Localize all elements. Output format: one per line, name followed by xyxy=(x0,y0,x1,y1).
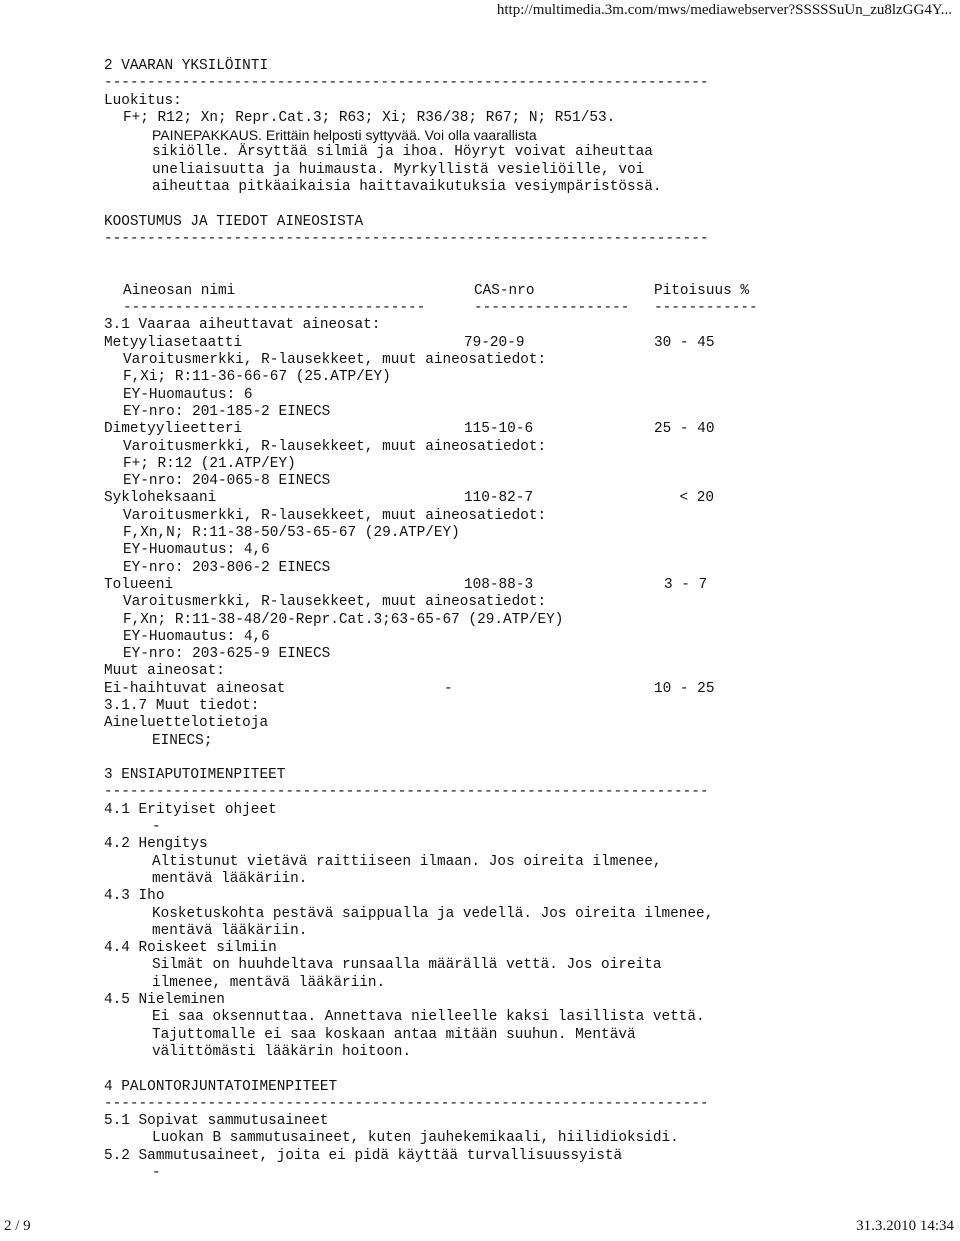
col-header-cas: CAS-nro xyxy=(474,282,535,299)
firefighting-heading: 5.1 Sopivat sammutusaineet xyxy=(104,1113,329,1130)
table-header-rule xyxy=(104,300,804,317)
firefighting-heading: 5.2 Sammutusaineet, joita ei pidä käyttää turvallisuussyistä xyxy=(104,1147,623,1164)
firstaid-line: Tajuttomalle ei saa koskaan antaa mitään suuhun. Mentävä xyxy=(152,1026,636,1043)
col-rule-pct: ------------ xyxy=(654,300,758,317)
firstaid-line: mentävä lääkäriin. xyxy=(152,870,308,887)
substance-info-line: EY-Huomautus: 4,6 xyxy=(123,542,270,559)
luokitus-label: Luokitus: xyxy=(104,92,182,109)
substance-info-line: EY-nro: 203-625-9 EINECS xyxy=(123,646,331,663)
substance-pct: 10 - 25 xyxy=(654,680,715,697)
substance-info-line: EY-nro: 203-806-2 EINECS xyxy=(123,559,331,576)
hazard-text-line: uneliaisuutta ja huimausta. Myrkyllistä vesieliöille, voi xyxy=(152,161,645,178)
substance-cas: 115-10-6 xyxy=(464,421,534,438)
section-2-title: 2 VAARAN YKSILÖINTI xyxy=(104,58,269,74)
page-url: http://multimedia.3m.com/mws/mediawebserver?SSSSSuUn_zu8lzGG4Y... xyxy=(496,2,952,18)
substance-info-line: F,Xi; R:11-36-66-67 (25.ATP/EY) xyxy=(123,369,391,386)
page-number: 2 / 9 xyxy=(4,1218,31,1234)
firstaid-heading: 4.4 Roiskeet silmiin xyxy=(104,940,277,957)
substance-name: Dimetyylieetteri xyxy=(104,421,243,438)
substance-info-line: EY-Huomautus: 6 xyxy=(123,386,253,403)
hazard-text-line: aiheuttaa pitkäaikaisia haittavaikutuksia vesiympäristössä. xyxy=(152,179,662,196)
substance-info-line: EY-Huomautus: 4,6 xyxy=(123,628,270,645)
rule: ---------------------------------------------------------------------- xyxy=(104,230,709,247)
table-row xyxy=(104,421,804,438)
inventory-label: Aineluettelotietoja xyxy=(104,715,269,732)
substance-name: Sykloheksaani xyxy=(104,490,217,507)
firstaid-heading: 4.2 Hengitys xyxy=(104,836,208,853)
rule: ---------------------------------------------------------------------- xyxy=(104,75,709,92)
firstaid-line: Silmät on huuhdeltava runsaalla määrällä vettä. Jos oireita xyxy=(152,957,662,974)
firstaid-heading: 4.5 Nieleminen xyxy=(104,992,225,1009)
substance-cas: 79-20-9 xyxy=(464,334,525,351)
section-firefighting-title: 4 PALONTORJUNTATOIMENPITEET xyxy=(104,1078,338,1095)
firstaid-line: mentävä lääkäriin. xyxy=(152,922,308,939)
firstaid-line: Altistunut vietävä raittiiseen ilmaan. Jos oireita ilmenee, xyxy=(152,853,662,870)
substance-info-line: EY-nro: 201-185-2 EINECS xyxy=(123,403,331,420)
firstaid-heading: 4.3 Iho xyxy=(104,888,165,905)
substance-info-line: F,Xn,N; R:11-38-50/53-65-67 (29.ATP/EY) xyxy=(123,525,460,542)
substance-cas: - xyxy=(444,680,453,697)
firstaid-line: Kosketuskohta pestävä saippualla ja vedellä. Jos oireita ilmenee, xyxy=(152,905,714,922)
table-row xyxy=(104,681,804,698)
substance-pct: 30 - 45 xyxy=(654,334,715,351)
substance-info-line: EY-nro: 204-065-8 EINECS xyxy=(123,473,331,490)
substance-info-label: Varoitusmerkki, R-lausekkeet, muut aineosatiedot: xyxy=(123,507,547,524)
other-label: Muut aineosat: xyxy=(104,663,225,680)
col-rule-name: ----------------------------------- xyxy=(123,300,426,317)
table-row xyxy=(104,577,804,594)
substance-info-line: F+; R:12 (21.ATP/EY) xyxy=(123,455,296,472)
substance-info-line: F,Xn; R:11-38-48/20-Repr.Cat.3;63-65-67 (29.ATP/EY) xyxy=(123,611,564,628)
firstaid-line: Ei saa oksennuttaa. Annettava nielleelle kaksi lasillista vettä. xyxy=(152,1009,705,1026)
substance-info-label: Varoitusmerkki, R-lausekkeet, muut aineosatiedot: xyxy=(123,352,547,369)
substance-pct: 3 - 7 xyxy=(664,576,708,593)
document-body xyxy=(104,58,804,1182)
section-3-title: KOOSTUMUS JA TIEDOT AINEOSISTA xyxy=(104,213,364,230)
firstaid-heading: 4.1 Erityiset ohjeet xyxy=(104,801,277,818)
substance-pct: < 20 xyxy=(679,490,714,507)
firstaid-line: välittömästi lääkärin hoitoon. xyxy=(152,1043,412,1060)
print-datetime: 31.3.2010 14:34 xyxy=(856,1218,954,1234)
substance-pct: 25 - 40 xyxy=(654,421,715,438)
table-row xyxy=(104,490,804,507)
rule: ---------------------------------------------------------------------- xyxy=(104,784,709,801)
substance-info-label: Varoitusmerkki, R-lausekkeet, muut aineosatiedot: xyxy=(123,594,547,611)
rule: ---------------------------------------------------------------------- xyxy=(104,1095,709,1112)
substance-name: Metyyliasetaatti xyxy=(104,334,243,351)
table-header xyxy=(104,283,804,300)
firstaid-line: - xyxy=(152,819,161,836)
firstaid-line: ilmenee, mentävä lääkäriin. xyxy=(152,974,386,991)
inventory-value: EINECS; xyxy=(152,732,213,749)
col-header-pct: Pitoisuus % xyxy=(654,282,749,299)
hazard-text-line: PAINEPAKKAUS. Erittäin helposti syttyvää. Voi olla vaarallista xyxy=(152,127,537,144)
firefighting-line: - xyxy=(152,1165,161,1181)
substance-info-label: Varoitusmerkki, R-lausekkeet, muut aineosatiedot: xyxy=(123,438,547,455)
hazardous-label: 3.1 Vaaraa aiheuttavat aineosat: xyxy=(104,317,381,334)
substance-cas: 110-82-7 xyxy=(464,490,534,507)
section-firstaid-title: 3 ENSIAPUTOIMENPITEET xyxy=(104,767,286,784)
misc-label: 3.1.7 Muut tiedot: xyxy=(104,697,260,714)
table-row xyxy=(104,335,804,352)
col-header-name: Aineosan nimi xyxy=(123,282,236,299)
luokitus-value: F+; R12; Xn; Repr.Cat.3; R63; Xi; R36/38; R67; N; R51/53. xyxy=(123,109,616,126)
substance-name: Ei-haihtuvat aineosat xyxy=(104,680,286,697)
firefighting-line: Luokan B sammutusaineet, kuten jauhekemikaali, hiilidioksidi. xyxy=(152,1130,679,1147)
hazard-text-line: sikiölle. Ärsyttää silmiä ja ihoa. Höyryt voivat aiheuttaa xyxy=(152,144,653,161)
substance-cas: 108-88-3 xyxy=(464,576,534,593)
substance-name: Tolueeni xyxy=(104,576,174,593)
col-rule-cas: ------------------ xyxy=(474,300,630,317)
